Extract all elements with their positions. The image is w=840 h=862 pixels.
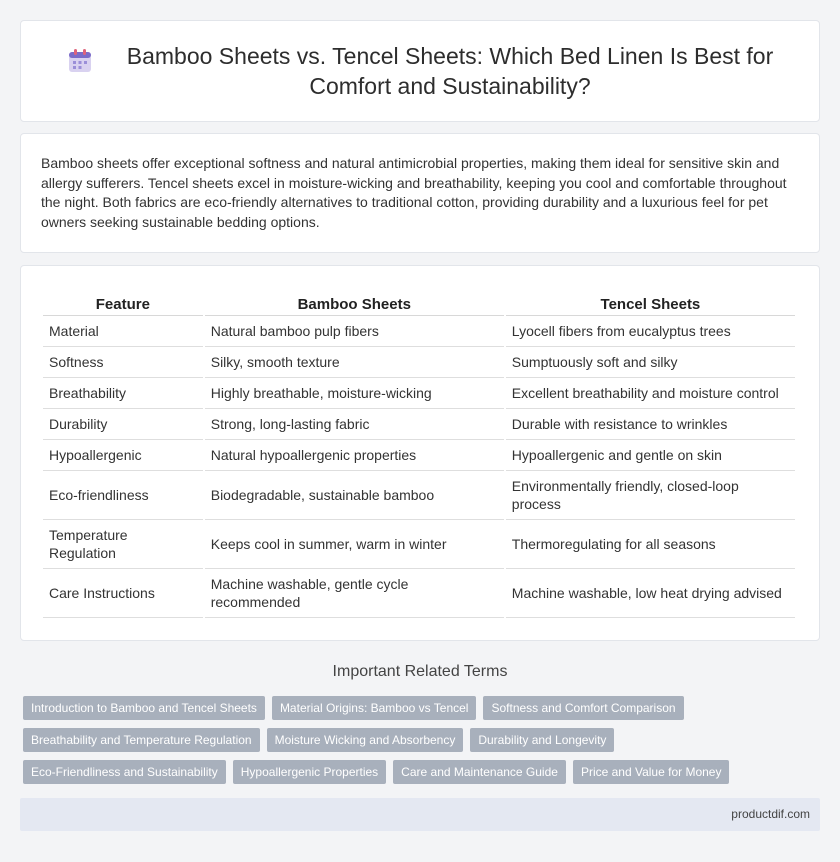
table-cell: Thermoregulating for all seasons xyxy=(506,520,795,569)
table-cell: Machine washable, gentle cycle recommended xyxy=(205,569,504,618)
table-cell: Hypoallergenic xyxy=(43,440,203,471)
related-terms-title: Important Related Terms xyxy=(332,663,508,680)
column-header: Feature xyxy=(43,290,203,316)
footer xyxy=(20,798,820,831)
table-row xyxy=(43,316,795,347)
related-term-tag[interactable]: Care and Maintenance Guide xyxy=(393,760,566,784)
table-cell: Care Instructions xyxy=(43,569,203,618)
footer-site-link[interactable]: productdif.com xyxy=(731,807,810,821)
table-row xyxy=(43,520,795,569)
table-cell: Natural hypoallergenic properties xyxy=(205,440,504,471)
table-cell: Material xyxy=(43,316,203,347)
column-header: Bamboo Sheets xyxy=(205,290,504,316)
table-cell: Silky, smooth texture xyxy=(205,347,504,378)
table-cell: Lyocell fibers from eucalyptus trees xyxy=(506,316,795,347)
related-term-tag[interactable]: Price and Value for Money xyxy=(573,760,730,784)
related-term-tag[interactable]: Durability and Longevity xyxy=(470,728,614,752)
table-row xyxy=(43,471,795,520)
table-cell: Durable with resistance to wrinkles xyxy=(506,409,795,440)
related-term-tag[interactable]: Material Origins: Bamboo vs Tencel xyxy=(272,696,477,720)
table-cell: Eco-friendliness xyxy=(43,471,203,520)
table-row xyxy=(43,347,795,378)
table-cell: Keeps cool in summer, warm in winter xyxy=(205,520,504,569)
table-cell: Temperature Regulation xyxy=(43,520,203,569)
table-row xyxy=(43,378,795,409)
tag-row xyxy=(23,728,823,752)
related-term-tag[interactable]: Eco-Friendliness and Sustainability xyxy=(23,760,226,784)
table-cell: Machine washable, low heat drying advised xyxy=(506,569,795,618)
comparison-table-card xyxy=(20,265,820,641)
table-cell: Natural bamboo pulp fibers xyxy=(205,316,504,347)
table-cell: Highly breathable, moisture-wicking xyxy=(205,378,504,409)
intro-card xyxy=(20,133,820,253)
related-term-tag[interactable]: Moisture Wicking and Absorbency xyxy=(267,728,464,752)
tag-row xyxy=(23,760,823,784)
table-cell: Environmentally friendly, closed-loop process xyxy=(506,471,795,520)
tag-row xyxy=(23,696,823,720)
table-row xyxy=(43,440,795,471)
comparison-table xyxy=(41,290,797,618)
table-cell: Durability xyxy=(43,409,203,440)
table-cell: Hypoallergenic and gentle on skin xyxy=(506,440,795,471)
related-term-tag[interactable]: Introduction to Bamboo and Tencel Sheets xyxy=(23,696,265,720)
table-header-row xyxy=(43,290,795,316)
table-row xyxy=(43,569,795,618)
related-term-tag[interactable]: Softness and Comfort Comparison xyxy=(483,696,683,720)
page-title: Bamboo Sheets vs. Tencel Sheets: Which Bed Linen Is Best for Comfort and Sustainability? xyxy=(126,43,774,99)
related-terms-tags xyxy=(23,696,823,792)
header-card xyxy=(20,20,820,122)
column-header: Tencel Sheets xyxy=(506,290,795,316)
table-cell: Biodegradable, sustainable bamboo xyxy=(205,471,504,520)
table-row xyxy=(43,409,795,440)
table-cell: Softness xyxy=(43,347,203,378)
intro-text: Bamboo sheets offer exceptional softness and natural antimicrobial properties, making them ideal for sensitive skin and allergy sufferers. Tencel sheets excel in moisture-wicking and breathability, keeping you cool and comfortable throughout the night. Both fabrics are eco-friendly alternatives to traditional cotton, providing durability and a luxurious feel for pet owners seeking sustainable bedding options. xyxy=(41,155,787,230)
table-cell: Breathability xyxy=(43,378,203,409)
table-cell: Excellent breathability and moisture control xyxy=(506,378,795,409)
table-cell: Sumptuously soft and silky xyxy=(506,347,795,378)
table-cell: Strong, long-lasting fabric xyxy=(205,409,504,440)
related-term-tag[interactable]: Hypoallergenic Properties xyxy=(233,760,386,784)
related-term-tag[interactable]: Breathability and Temperature Regulation xyxy=(23,728,260,752)
